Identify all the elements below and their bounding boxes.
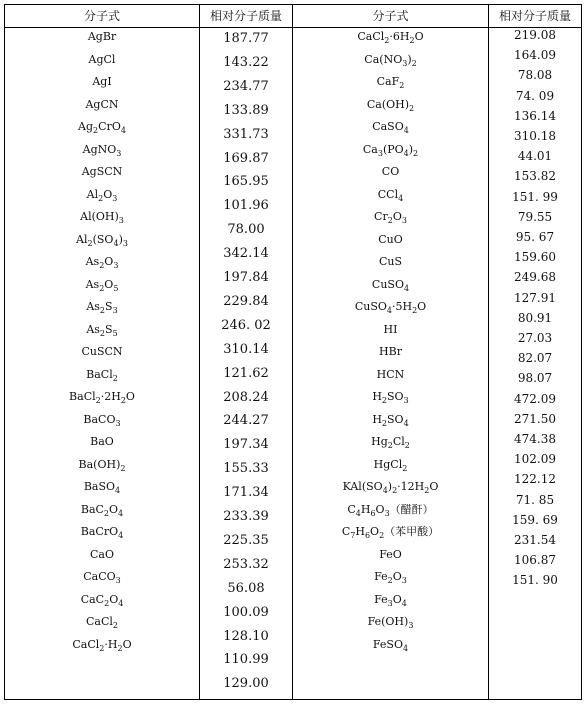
formula-cell: $CaCl_2\cdot H_2O$ xyxy=(72,637,132,653)
mass-cell: 127.91 xyxy=(514,290,556,305)
formula-cell: $Fe(OH)_3$ xyxy=(367,615,414,630)
mass-cell: 56.08 xyxy=(227,580,265,596)
mass-cell: 233.39 xyxy=(223,509,269,524)
mass-cell: 80.91 xyxy=(517,310,553,325)
mass-cell: 101.96 xyxy=(223,198,269,214)
formula-cell: HgCl$_2$ xyxy=(373,457,408,473)
formula-cell: CaO xyxy=(90,547,114,561)
formula-cell: $CuSO_4\cdot 5H_2O$ xyxy=(354,300,427,315)
mass-cell: 331.73 xyxy=(223,126,269,142)
mass-cell: 143.22 xyxy=(223,54,269,70)
mass-cell: 310.14 xyxy=(223,341,269,357)
formula-cell: $BaCl_2\cdot 2H_2O$ xyxy=(69,390,135,405)
mass-cell: 100.09 xyxy=(223,604,269,620)
molecular-mass-table xyxy=(4,4,582,700)
formula-cell: $As_2S_3$ xyxy=(86,300,118,315)
formula-cell: AgNO$_3$ xyxy=(82,142,122,158)
mass-cell: 472.09 xyxy=(514,391,556,406)
mass-cell: 244.27 xyxy=(223,413,269,429)
mass-cell: 129.00 xyxy=(223,676,269,692)
header-mass-right: 相对分子质量 xyxy=(498,9,571,23)
mass-cell: 225.35 xyxy=(223,532,269,548)
formula-cell: $KAl(SO_4)_2\cdot 12H_2O$ xyxy=(342,480,439,495)
formula-cell: BaCO$_3$ xyxy=(83,412,121,428)
formula-cell: $CaCl_2\cdot 6H_2O$ xyxy=(357,30,424,45)
mass-cell: 197.34 xyxy=(223,437,269,453)
formula-cell: $Al_2(SO_4)_3$ xyxy=(76,232,128,248)
formula-cell: HBr xyxy=(379,345,402,358)
formula-cell: CCl$_4$ xyxy=(377,187,404,203)
mass-cell: 44.01 xyxy=(517,149,553,164)
mass-cell: 187.77 xyxy=(223,31,269,46)
formula-cell: $CaC_2O_4$ xyxy=(80,592,124,608)
mass-cell: 310.18 xyxy=(514,129,556,143)
mass-cell: 151. 99 xyxy=(512,189,558,204)
formula-cell: FeO xyxy=(379,547,402,561)
mass-cell: 110.99 xyxy=(223,652,269,668)
formula-cell: $BaC_2O_4$ xyxy=(80,502,124,518)
mass-cell: 74. 09 xyxy=(515,88,555,103)
mass-cell: 342.14 xyxy=(223,246,269,262)
formula-cell: AgBr xyxy=(87,30,117,43)
header-mass-left: 相对分子质量 xyxy=(209,9,282,23)
mass-cell: 197.84 xyxy=(223,270,269,285)
mass-cell: 159. 69 xyxy=(512,512,558,527)
formula-cell: BaO xyxy=(90,435,114,448)
mass-cell: 128.10 xyxy=(223,628,269,644)
formula-cell: $Ca_3(PO_4)_2$ xyxy=(362,142,419,158)
formula-cell: $Al_2O_3$ xyxy=(86,187,118,203)
formula-cell: $Fe_2O_3$ xyxy=(374,570,407,585)
formula-cell: $Ba(OH)_2$ xyxy=(78,457,126,473)
mass-cell: 151. 90 xyxy=(512,573,558,588)
formula-cell: CaF$_2$ xyxy=(376,75,405,90)
formula-cell: BaSO$_4$ xyxy=(83,480,121,495)
formula-cell: $Cr_2O_3$ xyxy=(374,210,407,225)
formula-cell: AgI xyxy=(92,75,112,88)
header-formula-left: 分子式 xyxy=(83,9,120,23)
formula-cell: FeSO$_4$ xyxy=(372,637,409,653)
mass-cell: 249.68 xyxy=(514,270,556,285)
formula-cell: AgCN xyxy=(85,97,119,111)
formula-cell: HI xyxy=(383,322,398,336)
formula-cell: $Ca(NO_3)_2$ xyxy=(364,52,417,68)
mass-cell: 171.34 xyxy=(223,485,269,501)
mass-cell: 229.84 xyxy=(223,293,269,309)
formula-cell: CaCO$_3$ xyxy=(83,570,121,585)
mass-cell: 98.07 xyxy=(517,371,553,386)
mass-cell: 78.00 xyxy=(227,222,265,238)
formula-cell: AgCl xyxy=(88,52,116,66)
formula-cell: AgSCN xyxy=(81,165,123,178)
formula-cell: $Hg_2Cl_2$ xyxy=(371,435,410,450)
formula-cell: $H_2SO_3$ xyxy=(372,390,409,405)
mass-cell: 155.33 xyxy=(223,461,269,477)
mass-cell: 159.60 xyxy=(514,250,556,265)
formula-cell: $C_7H_6O_2$（苯甲酸） xyxy=(341,525,440,540)
formula-cell: CaCl$_2$ xyxy=(85,615,118,630)
formula-cell: CO xyxy=(381,165,400,178)
mass-cell: 474.38 xyxy=(514,432,556,446)
formula-cell: HCN xyxy=(376,367,405,381)
mass-cell: 246. 02 xyxy=(221,317,271,333)
formula-cell: $Fe_3O_4$ xyxy=(374,592,407,608)
mass-cell: 78.08 xyxy=(517,68,553,83)
mass-cell: 136.14 xyxy=(514,108,556,123)
mass-cell: 164.09 xyxy=(514,48,556,63)
mass-cell: 271.50 xyxy=(514,411,556,426)
mass-cell: 95. 67 xyxy=(515,230,555,244)
formula-cell: $Ag_2CrO_4$ xyxy=(78,120,126,135)
mass-cell: 27.03 xyxy=(517,331,553,345)
mass-cell: 169.87 xyxy=(223,150,269,166)
mass-cell: 122.12 xyxy=(514,472,556,487)
formula-cell: $As_2O_5$ xyxy=(85,277,119,293)
formula-cell: CaSO$_4$ xyxy=(372,120,409,135)
mass-cell: 231.54 xyxy=(514,533,556,547)
mass-cell: 82.07 xyxy=(517,351,553,366)
mass-cell: 133.89 xyxy=(223,102,269,118)
formula-cell: $As_2O_3$ xyxy=(85,255,119,270)
formula-cell: $C_4H_6O_3$（醋酐） xyxy=(347,502,434,518)
mass-cell: 102.09 xyxy=(514,452,556,467)
mass-cell: 79.55 xyxy=(517,209,553,224)
formula-cell: CuSCN xyxy=(81,345,123,358)
mass-cell: 234.77 xyxy=(223,78,269,94)
mass-cell: 165.95 xyxy=(223,174,269,190)
formula-cell: BaCrO$_4$ xyxy=(80,525,124,540)
mass-cell: 121.62 xyxy=(223,365,269,381)
formula-cell: $Ca(OH)_2$ xyxy=(366,97,415,113)
mass-cell: 219.08 xyxy=(514,28,556,42)
mass-cell: 208.24 xyxy=(223,389,269,405)
formula-cell: $H_2SO_4$ xyxy=(372,412,409,428)
formula-cell: CuS xyxy=(378,255,403,268)
mass-cell: 106.87 xyxy=(514,553,556,568)
mass-cell: 153.82 xyxy=(514,169,556,184)
header-formula-right: 分子式 xyxy=(372,9,409,23)
formula-cell: CuO xyxy=(378,232,403,246)
formula-cell: $Al(OH)_3$ xyxy=(80,210,124,225)
formula-cell: $As_2S_5$ xyxy=(86,322,118,338)
mass-cell: 253.32 xyxy=(223,556,269,572)
formula-cell: BaCl$_2$ xyxy=(86,367,118,383)
mass-cell: 71. 85 xyxy=(515,492,555,507)
formula-cell: CuSO$_4$ xyxy=(371,277,410,293)
